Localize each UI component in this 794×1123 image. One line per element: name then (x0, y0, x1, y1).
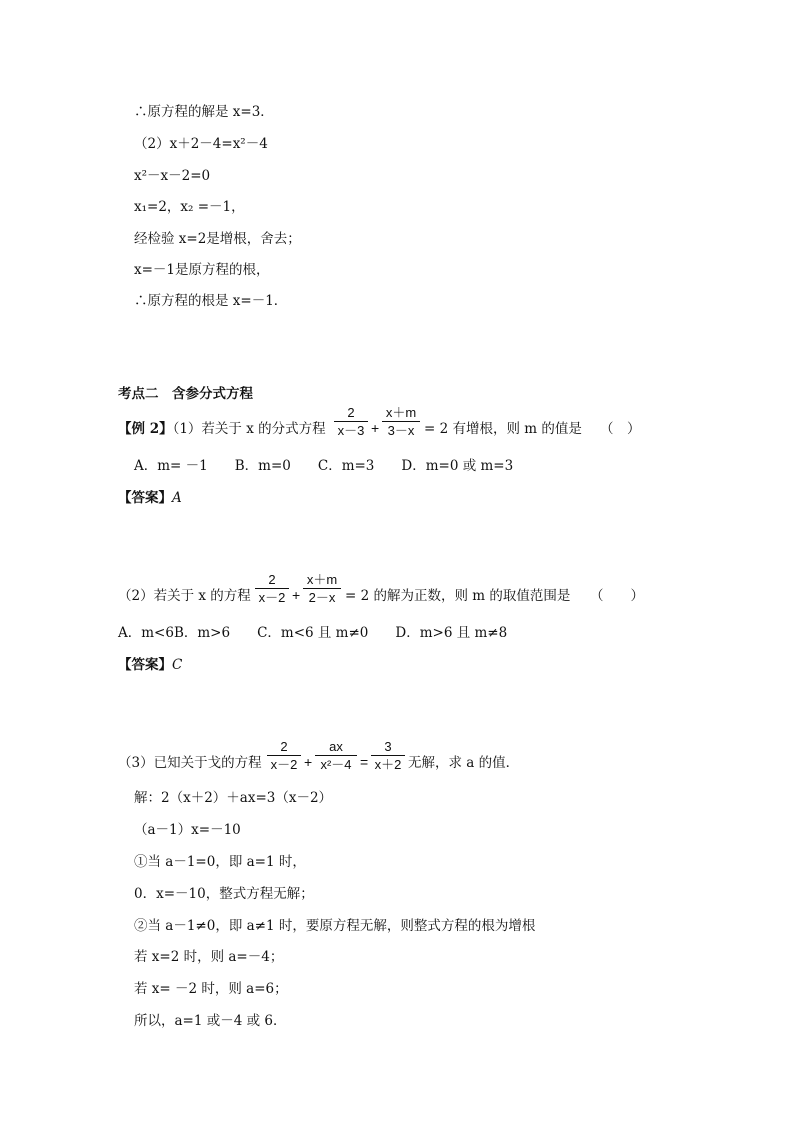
fraction-numerator: 2 (268, 572, 276, 587)
solution-line: 解：2（x＋2）＋ax=3（x－2） (134, 790, 333, 806)
solution-line: ①当 a－1=0，即 a=1 时， (134, 854, 306, 870)
fraction-bar (315, 755, 357, 756)
answer-value: A (172, 490, 182, 506)
answer-label: 【答案】 (118, 657, 172, 673)
example-label: 【例 2】 (118, 421, 173, 437)
fraction-denominator: x－3 (337, 423, 365, 438)
question-1-suffix: = 2 有增根，则 m 的值是 (424, 421, 582, 437)
fraction-bar (382, 421, 420, 422)
question-1-options: A．m= －1 B．m=0 C．m=3 D．m=0 或 m=3 (134, 458, 514, 474)
answer-paren: （ ） (590, 588, 644, 604)
fraction-numerator: 2 (347, 405, 355, 420)
fraction (255, 572, 289, 605)
answer-label: 【答案】 (118, 490, 172, 506)
text-line: （2）x＋2－4=x²－4 (134, 136, 268, 152)
fraction (382, 405, 420, 438)
fraction-bar (255, 588, 289, 589)
question-2-options: A．m<6B．m>6 C．m<6 且 m≠0 D．m>6 且 m≠8 (118, 625, 508, 641)
fraction-numerator: x＋m (385, 405, 417, 420)
answer-value: C (172, 657, 183, 673)
text-line: ∴原方程的解是 x=3． (134, 104, 274, 120)
plus-sign: + (292, 587, 301, 603)
text-line: x=－1是原方程的根， (134, 262, 270, 278)
fraction-bar (334, 421, 368, 422)
fraction (267, 739, 301, 772)
plus-sign: + (304, 754, 313, 770)
fraction-denominator: 2－x (308, 590, 336, 605)
answer-line (118, 489, 182, 507)
solution-line: 所以，a=1 或－4 或 6． (134, 1013, 287, 1029)
solution-line: ②当 a－1≠0，即 a≠1 时，要原方程无解，则整式方程的根为增根 (134, 918, 536, 934)
text-line: ∴原方程的根是 x=－1． (134, 293, 288, 309)
solution-line: 若 x= －2 时，则 a=6； (134, 981, 288, 997)
section-heading: 考点二 含参分式方程 (118, 386, 253, 402)
fraction (371, 739, 405, 772)
solution-line: 0．x=－10，整式方程无解； (134, 886, 314, 902)
fraction (315, 739, 357, 772)
text-line: 经检验 x=2是增根，舍去； (134, 231, 301, 247)
text-line: x₁=2，x₂ =－1， (134, 199, 245, 215)
fraction-denominator: 3－x (387, 423, 415, 438)
answer-paren: （ ） (600, 421, 641, 437)
fraction (303, 572, 341, 605)
question-2-prefix: （2）若关于 x 的方程 (118, 588, 251, 604)
question-2-suffix: = 2 的解为正数，则 m 的取值范围是 (345, 588, 571, 604)
fraction-numerator: 3 (384, 739, 392, 754)
question-3-suffix: 无解，求 a 的值． (408, 755, 520, 771)
fraction-denominator: x－2 (270, 757, 298, 772)
question-1-prefix (118, 420, 326, 438)
equals-sign: = (360, 754, 369, 770)
fraction-denominator: x²－4 (320, 757, 352, 772)
plus-sign: + (371, 420, 380, 436)
fraction (334, 405, 368, 438)
answer-line (118, 656, 182, 674)
fraction-numerator: ax (329, 739, 343, 754)
solution-line: 若 x=2 时，则 a=－4； (134, 949, 284, 965)
question-3-prefix: （3）已知关于戈的方程 (118, 755, 262, 771)
question-1-text: （1）若关于 x 的分式方程 (172, 421, 326, 437)
fraction-numerator: 2 (280, 739, 288, 754)
fraction-denominator: x＋2 (374, 757, 402, 772)
fraction-numerator: x＋m (306, 572, 338, 587)
fraction-denominator: x－2 (258, 590, 286, 605)
solution-line: （a－1）x=－10 (134, 822, 241, 838)
text-line: x²－x－2=0 (134, 168, 211, 184)
fraction-bar (303, 588, 341, 589)
fraction-bar (267, 755, 301, 756)
fraction-bar (371, 755, 405, 756)
